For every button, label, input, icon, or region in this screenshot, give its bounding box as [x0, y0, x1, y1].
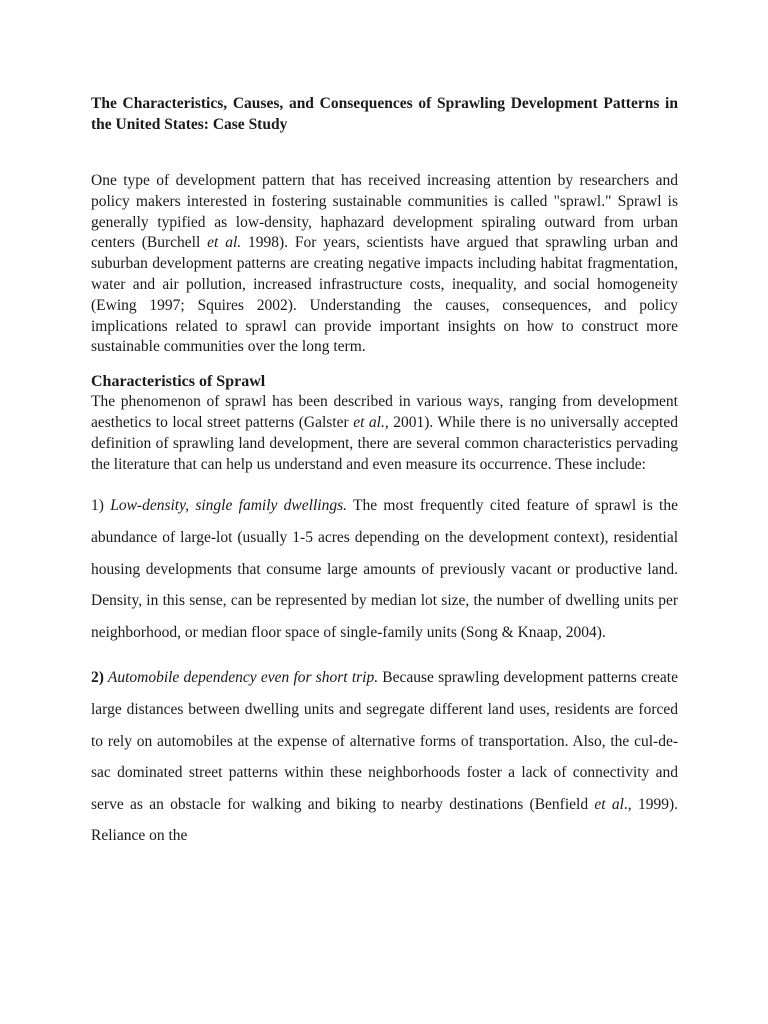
document-page	[91, 93, 678, 852]
list-item-text-2: ., 1999). Reliance on the	[91, 795, 679, 845]
list-item-text: The most frequently cited feature of sprawl is the abundance of large-lot (usually 1-5 acres depending on the development context), residential housing developments that consume large amounts of previously vacant or productive land. Density, in this sense, can be represented by median lot size, the number of dwelling units per neighborhood, or median floor space of single-family units (Song & Knaap, 2004).	[91, 497, 678, 641]
section-text-2: , 2001). While there is no universally accepted definition of sprawling land development, there are several common characteristics pervading the literature that can help us understand and even measure its occurrence. These include:	[91, 413, 678, 473]
intro-paragraph	[91, 171, 678, 358]
intro-citation-italic: et al.	[207, 234, 242, 252]
section-paragraph	[91, 392, 678, 475]
list-item-text: Because sprawling development patterns create large distances between dwelling units and segregate different land uses, residents are forced to rely on automobiles at the expense of alternative forms of transportation. Also, the cul-de-sac dominated street patterns within these neighborhoods foster a lack of connectivity and serve as an obstacle for walking and biking to nearby destinations (Benfield	[91, 669, 678, 813]
list-item-citation-italic: et al	[594, 795, 624, 813]
list-item-title: Automobile dependency even for short trip.	[103, 669, 379, 687]
section-citation-italic: et al.	[353, 413, 385, 431]
list-item	[91, 490, 678, 648]
document-title: The Characteristics, Causes, and Consequences of Sprawling Development Patterns in the United States: Case Study	[91, 95, 678, 133]
section-heading: Characteristics of Sprawl	[91, 373, 266, 391]
section-text-1: The phenomenon of sprawl has been described in various ways, ranging from development aesthetics to local street patterns (Galster	[91, 393, 678, 431]
list-item-number: 1)	[91, 497, 111, 515]
intro-text-2: 1998). For years, scientists have argued that sprawling urban and suburban development patterns are creating negative impacts including habitat fragmentation, water and air pollution, increased infrastructure costs, inequality, and social homogeneity (Ewing 1997; Squires 2002). Understanding the causes, consequences, and policy implications related to sprawl can provide important insights on how to construct more sustainable communities over the long term.	[91, 234, 678, 356]
intro-text-1: One type of development pattern that has received increasing attention by researchers and policy makers interested in fostering sustainable communities is called "sprawl." Sprawl is generally typified as low-density, haphazard development spiraling outward from urban centers (Burchell	[91, 172, 678, 252]
list-item-number: 2)	[91, 669, 104, 687]
list-item	[91, 662, 678, 852]
list-item-title: Low-density, single family dwellings.	[110, 497, 347, 515]
